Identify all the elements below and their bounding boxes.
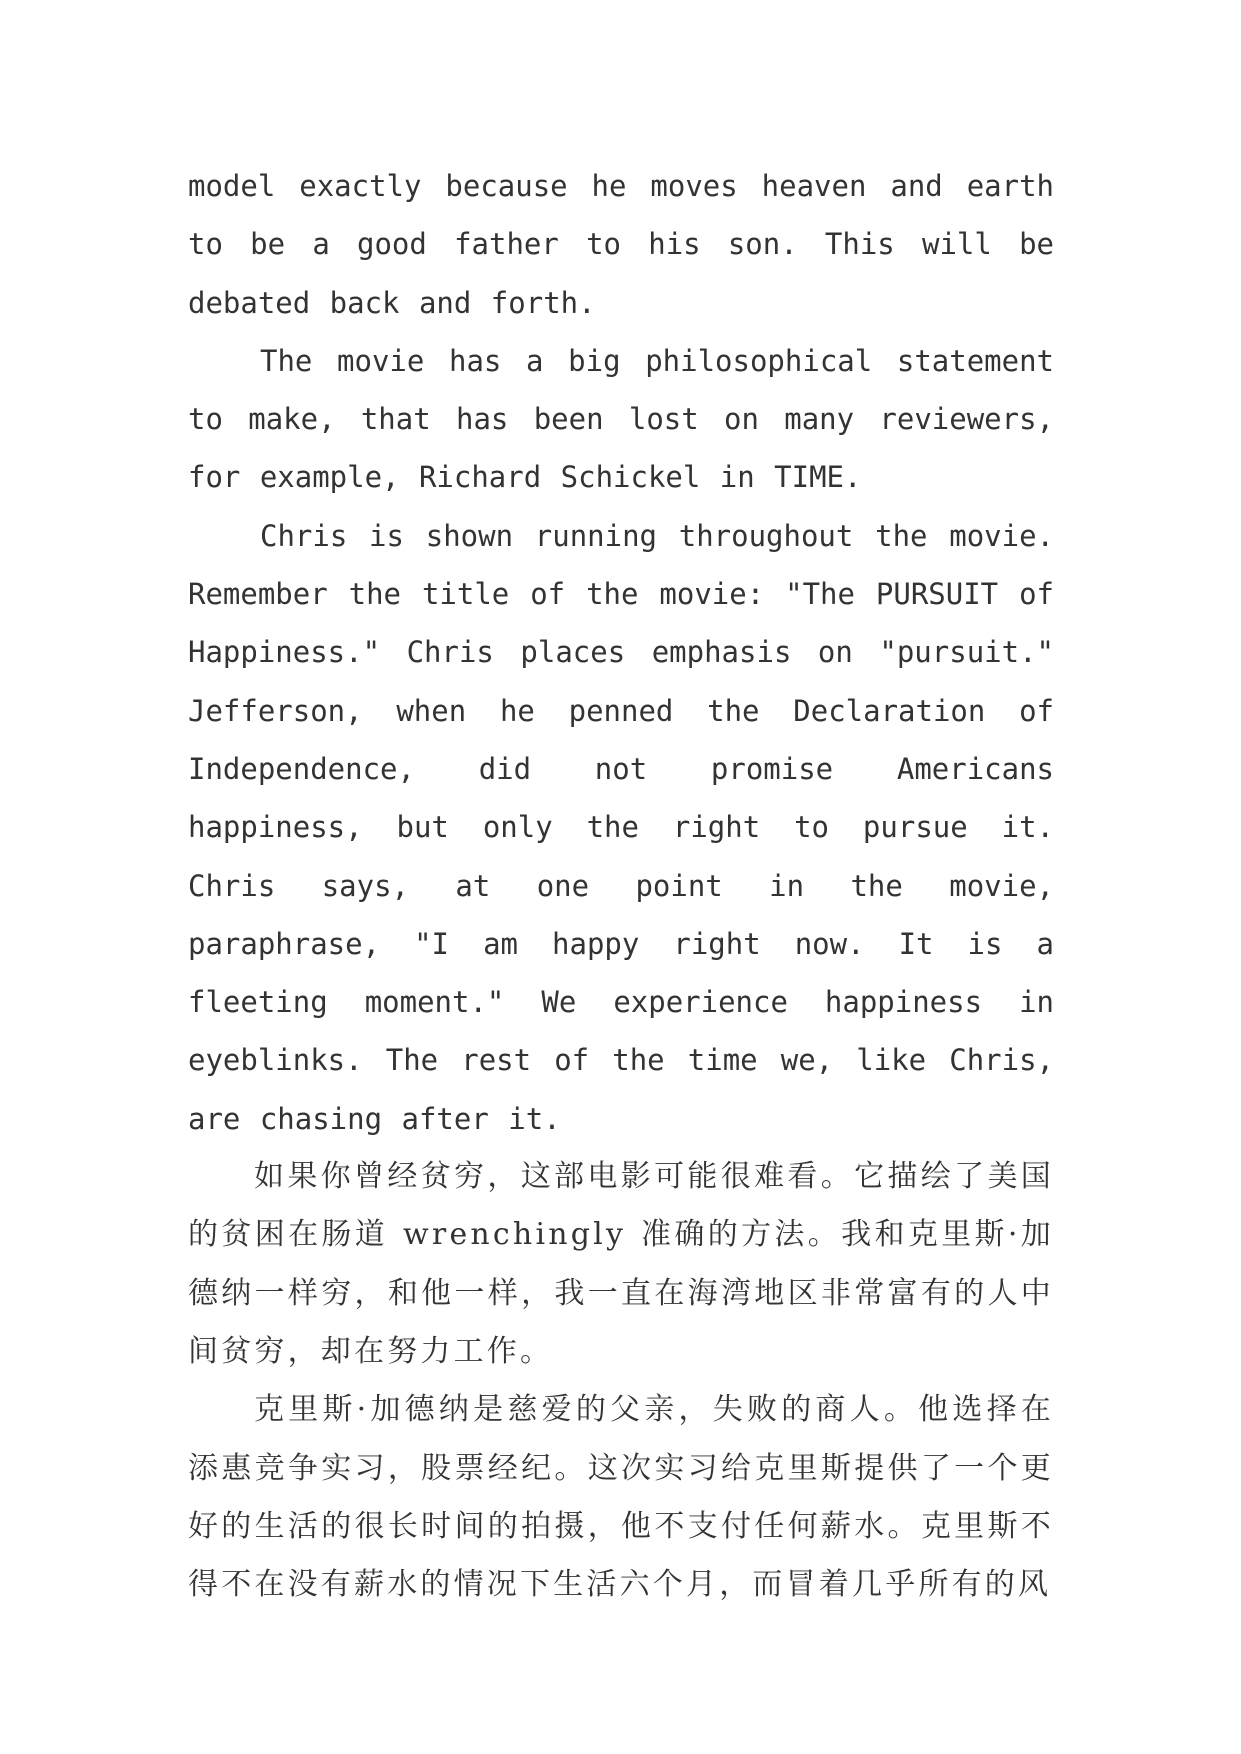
paragraph-3: Chris is shown running throughout the movie. Remember the title of the movie: "The PURSUIT of Happiness." Chris places emphasis on "pursuit." Jefferson, when he penned the Declaration of Independence, did not promise Americans happiness, but only the right to pursue it. Chris says, at one point in the movie, paraphrase, "I am happy right now. It is a fleeting moment." We experience happiness in eyeblinks. The rest of the time we, like Chris, are chasing after it. [188,518,1054,1136]
paragraph-2: The movie has a big philosophical statement to make, that has been lost on many reviewers, for example, Richard Schickel in TIME. [188,343,1054,495]
document-body [188,157,1054,1614]
paragraph-4-chinese: 如果你曾经贫穷，这部电影可能很难看。它描绘了美国的贫困在肠道 wrenchingly 准确的方法。我和克里斯·加德纳一样穷，和他一样，我一直在海湾地区非常富有的人中间贫穷，却在努力工作。 [188,1159,1054,1369]
paragraph-1: model exactly because he moves heaven and earth to be a good father to his son. This will be debated back and forth. [188,169,1054,320]
paragraph-5-chinese: 克里斯·加德纳是慈爱的父亲，失败的商人。他选择在添惠竞争实习，股票经纪。这次实习给克里斯提供了一个更好的生活的很长时间的拍摄，他不支付任何薪水。克里斯不得不在没有薪水的情况下生活六个月，而冒着几乎所有的风 [188,1392,1054,1603]
